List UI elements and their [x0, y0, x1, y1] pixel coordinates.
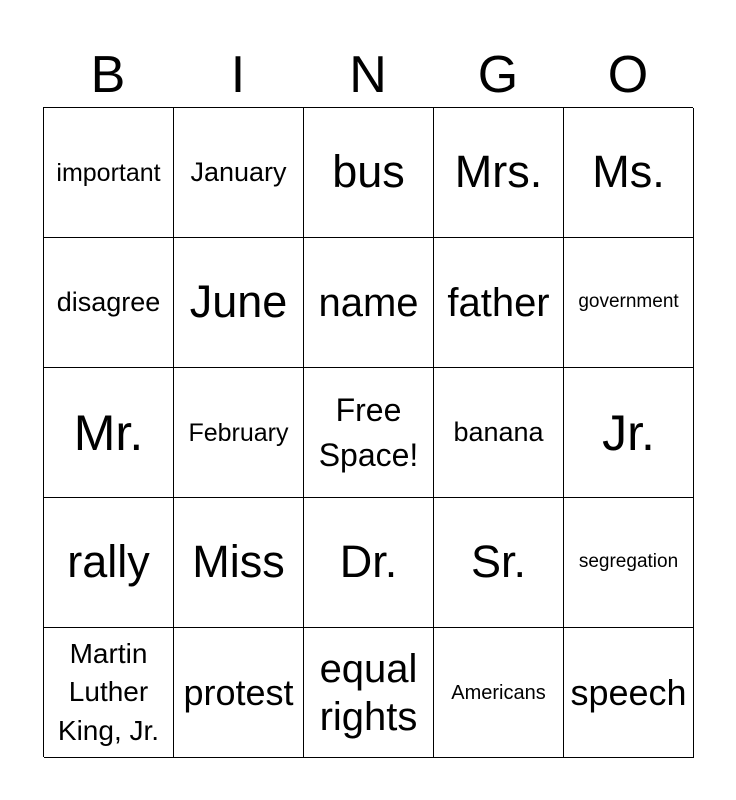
bingo-cell[interactable]	[434, 628, 564, 758]
bingo-cell[interactable]	[174, 108, 304, 238]
bingo-cell[interactable]	[564, 368, 694, 498]
cell-label: bus	[332, 146, 405, 198]
bingo-cell[interactable]	[304, 498, 434, 628]
bingo-cell[interactable]	[434, 238, 564, 368]
bingo-cell[interactable]	[434, 108, 564, 238]
cell-label: Mrs.	[454, 146, 543, 198]
bingo-cell[interactable]	[434, 498, 564, 628]
bingo-cell[interactable]	[564, 108, 694, 238]
header-letter-n: N	[349, 46, 387, 104]
bingo-cell[interactable]	[44, 238, 174, 368]
bingo-header	[43, 44, 693, 106]
cell-label: Ms.	[592, 146, 665, 198]
bingo-cell[interactable]	[174, 628, 304, 758]
bingo-cell[interactable]	[564, 238, 694, 368]
cell-label: Dr.	[339, 536, 398, 588]
bingo-cell[interactable]	[564, 628, 694, 758]
cell-label: Sr.	[470, 536, 527, 588]
cell-label: protest	[183, 671, 294, 713]
bingo-cell[interactable]	[304, 108, 434, 238]
cell-label: January	[190, 157, 287, 188]
cell-label: important	[56, 158, 161, 187]
cell-label: Mr.	[73, 404, 144, 461]
bingo-cell[interactable]	[564, 498, 694, 628]
cell-label: government	[578, 291, 679, 313]
bingo-cell[interactable]	[174, 368, 304, 498]
cell-label: equal rights	[319, 646, 418, 739]
header-letter-g: G	[477, 46, 519, 104]
bingo-cell[interactable]	[174, 238, 304, 368]
cell-label: Miss	[192, 536, 285, 588]
cell-label: banana	[453, 417, 544, 448]
bingo-cell[interactable]	[174, 498, 304, 628]
free-space-cell[interactable]	[304, 368, 434, 498]
cell-label: father	[447, 280, 550, 325]
bingo-board	[43, 107, 693, 757]
free-space-label: Free Space!	[318, 391, 419, 473]
bingo-cell[interactable]	[304, 628, 434, 758]
cell-label: segregation	[578, 551, 679, 573]
header-letter-o: O	[607, 46, 649, 104]
header-letter-b: B	[90, 46, 126, 104]
cell-label: name	[318, 280, 419, 325]
bingo-cell[interactable]	[44, 108, 174, 238]
cell-label: June	[189, 276, 288, 328]
cell-label: February	[188, 418, 289, 447]
header-letter-i: I	[230, 46, 246, 104]
cell-label: disagree	[56, 287, 161, 318]
cell-label: Americans	[451, 681, 546, 704]
cell-label: Jr.	[602, 404, 655, 461]
cell-label: rally	[67, 536, 150, 588]
bingo-cell[interactable]	[44, 628, 174, 758]
cell-label: speech	[570, 671, 687, 713]
bingo-cell[interactable]	[44, 368, 174, 498]
bingo-cell[interactable]	[434, 368, 564, 498]
cell-label: Martin Luther King, Jr.	[57, 638, 160, 746]
bingo-cell[interactable]	[304, 238, 434, 368]
bingo-cell[interactable]	[44, 498, 174, 628]
